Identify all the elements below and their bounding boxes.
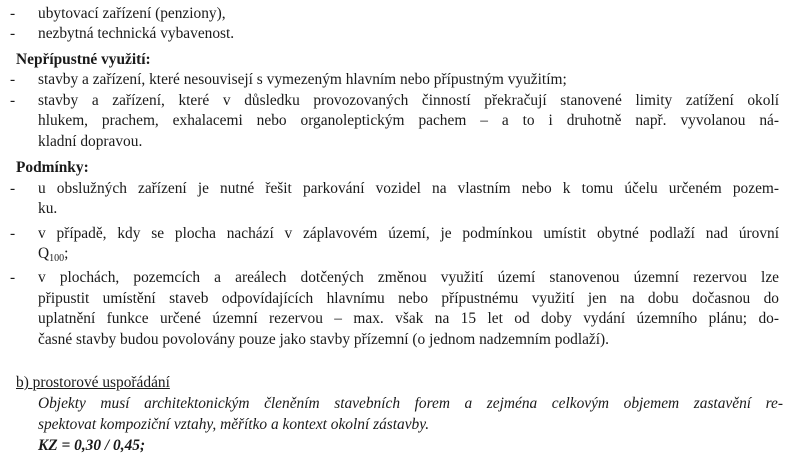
- bullet-dash: -: [10, 92, 16, 109]
- heading-text: Podmínky:: [16, 159, 89, 176]
- list-item-text: u obslužných zařízení je nutné řešit parkování vozidel na vlastním nebo k tomu účelu určeném pozem-: [38, 180, 779, 197]
- list-item-text: připustit umístění staveb odpovídajících hlavnímu nebo přípustnému využití jen na dobu dočasnou do: [38, 290, 779, 307]
- q100-text: [38, 244, 68, 264]
- list-item-text: kladní dopravou.: [38, 133, 143, 150]
- list-item-text: stavby a zařízení, které nesouvisejí s vymezeným hlavním nebo přípustným využitím;: [38, 71, 567, 88]
- bullet-dash: -: [10, 25, 16, 42]
- bullet-dash: -: [10, 5, 16, 22]
- section-title-text: b) prostorové uspořádání: [16, 374, 170, 391]
- list-item-text: ubytovací zařízení (penziony),: [38, 5, 226, 22]
- list-item-text: uplatnění funkce určené územní rezervou – max. však na 15 let od doby vydání územního plánu; do-: [38, 310, 779, 327]
- list-item-text: nezbytná technická vybavenost.: [38, 25, 235, 42]
- bullet-dash: -: [10, 269, 16, 286]
- kz-text: KZ = 0,30 / 0,45;: [38, 437, 146, 454]
- list-item-text: hlukem, prachem, exhalacemi nebo organoleptickým pachem – a to i druhotně např. vyvolanou ná-: [38, 112, 779, 129]
- list-item-text: stavby a zařízení, které v důsledku provozovaných činností překračují stanovené limity zatížení okolí: [38, 92, 779, 109]
- paragraph-text: Objekty musí architektonickým členěním stavebních forem a zejména celkovým objemem zastavění re-: [38, 395, 783, 412]
- q-subscript: 100: [49, 253, 65, 264]
- paragraph-text: spektovat kompoziční vztahy, měřítko a kontext okolní zástavby.: [38, 416, 430, 433]
- heading-text: Nepřípustné využití:: [16, 51, 151, 68]
- q-end: ;: [64, 245, 69, 262]
- bullet-dash: -: [10, 180, 16, 197]
- list-item-text: časné stavby budou povolovány pouze jako stavby přízemní (o jednom nadzemním podlaží).: [38, 331, 610, 348]
- q-letter: Q: [38, 245, 50, 262]
- bullet-dash: -: [10, 71, 16, 88]
- list-item-text: v plochách, pozemcích a areálech dotčených změnou využití území stanovenou územní rezervou lze: [38, 269, 779, 286]
- list-item-text: ku.: [38, 200, 58, 217]
- bullet-dash: -: [10, 225, 16, 242]
- list-item-text: v případě, kdy se plocha nachází v záplavovém území, je podmínkou umístit obytné podlaží nad úrovní: [38, 225, 779, 242]
